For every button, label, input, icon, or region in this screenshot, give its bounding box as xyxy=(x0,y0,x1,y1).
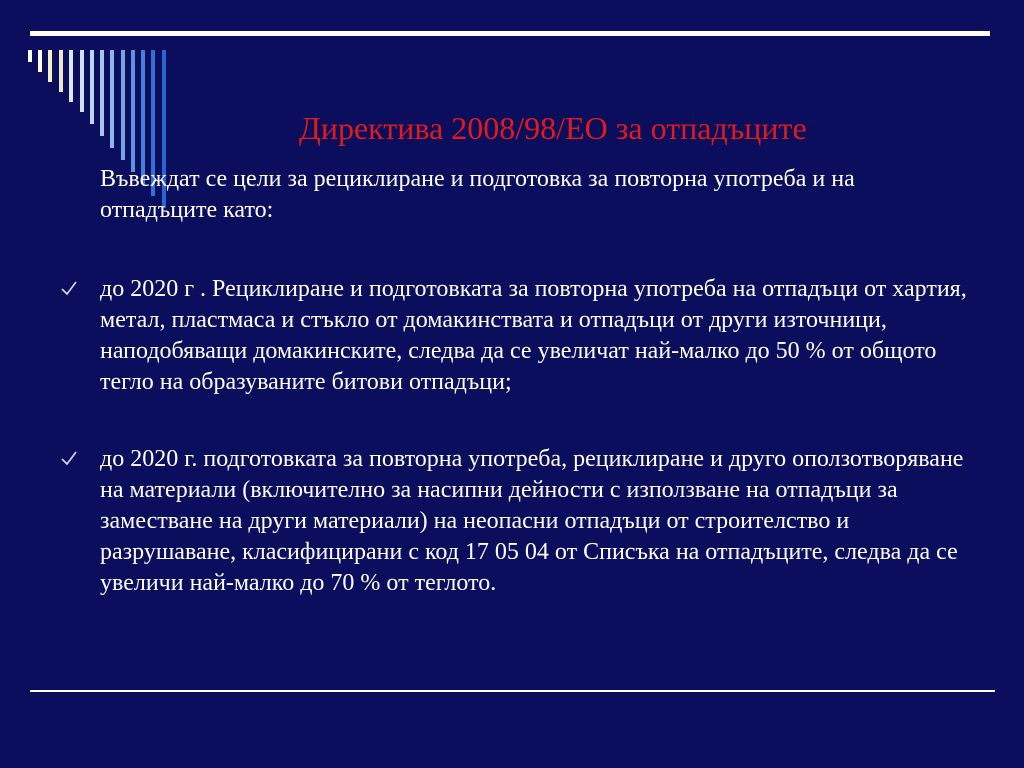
decorative-bar xyxy=(28,50,32,62)
decorative-bar xyxy=(110,50,114,148)
decorative-bar xyxy=(100,50,104,136)
bullet-item xyxy=(60,444,970,599)
slide-content xyxy=(60,164,967,599)
bullet-text: до 2020 г. подготовката за повторна употреба, рециклиране и друго оползотворяване на материали (включително за насипни дейности с използване на отпадъци за заместване на други материали) на неопасни отпадъци от строителство и разрушаване, класифицирани с код 17 05 04 от Списъка на отпадъците, следва да се увеличи най-малко до 70 % от теглото. xyxy=(100,446,964,596)
bullet-item xyxy=(60,274,970,398)
decorative-bar xyxy=(131,50,135,172)
decorative-bar xyxy=(90,50,94,124)
decorative-bar xyxy=(121,50,125,160)
bottom-divider-line xyxy=(30,690,995,692)
check-icon xyxy=(60,450,78,468)
check-icon xyxy=(60,280,78,298)
bullet-text: до 2020 г . Рециклиране и подготовката за повторна употреба на отпадъци от хартия, метал, пластмаса и стъкло от домакинствата и отпадъци от други източници, наподобяващи домакинските, следва да се увеличат най-малко до 50 % от общото тегло на образуваните битови отпадъци; xyxy=(100,276,967,395)
decorative-bar xyxy=(80,50,84,112)
intro-paragraph: Въвеждат се цели за рециклиране и подготовка за повторна употреба и на отпадъците като: xyxy=(100,166,855,223)
decorative-bar xyxy=(69,50,73,102)
decorative-bar xyxy=(48,50,52,82)
decorative-bar xyxy=(59,50,63,92)
decorative-bar xyxy=(38,50,42,72)
slide-title: Директива 2008/98/ЕО за отпадъците xyxy=(299,110,807,146)
